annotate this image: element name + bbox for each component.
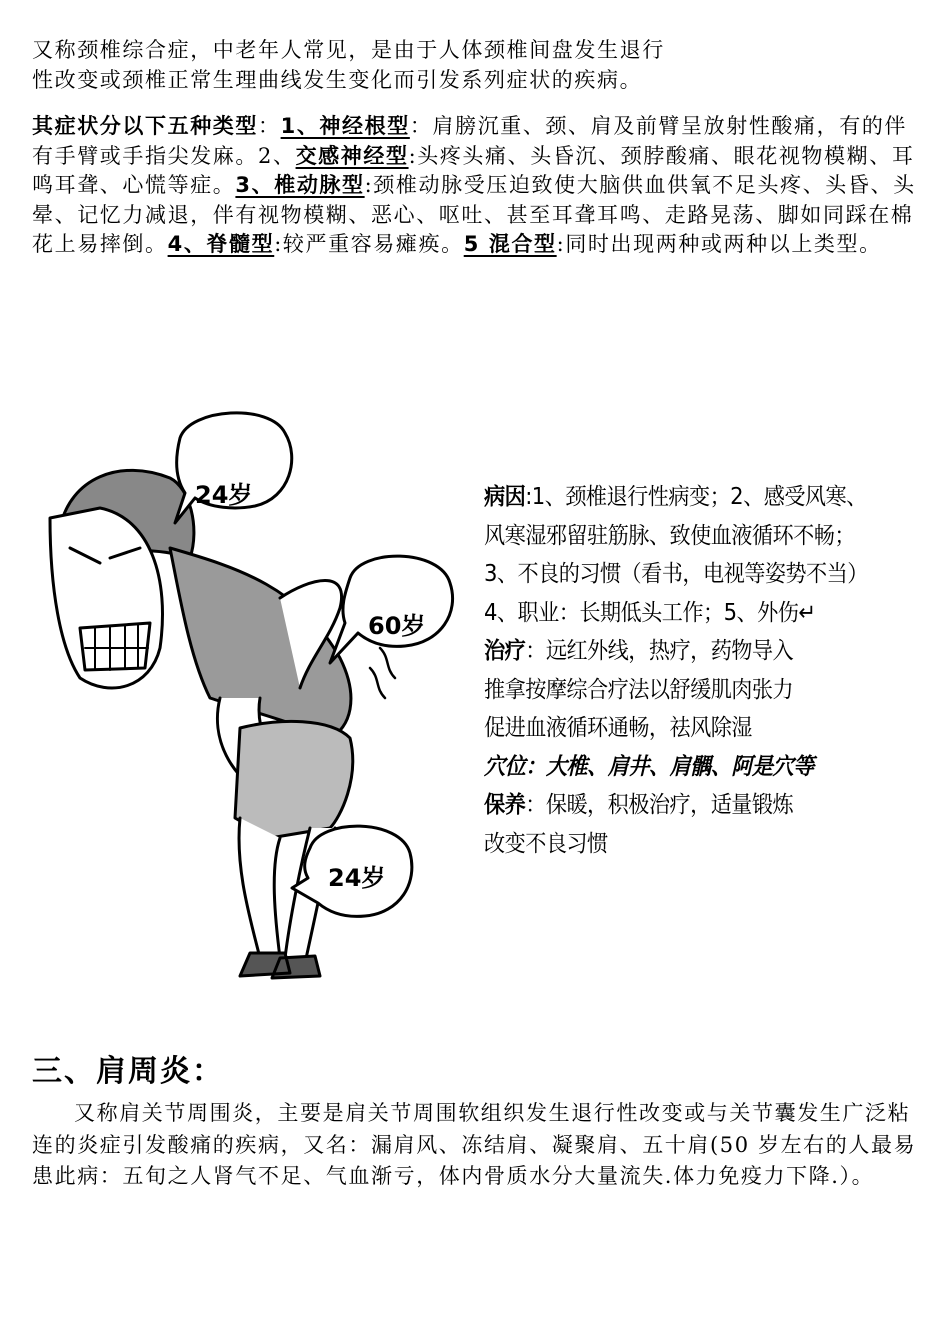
acupoints-line: 穴位：大椎、肩井、肩髃、阿是穴等 [484,753,814,780]
speech-bubble-mid [330,556,453,663]
teeth-mouth [80,623,150,670]
type1-label: 1、神经根型 [280,114,410,138]
causes-line-3: 3、不良的习惯（看书，电视等姿势不当） [484,561,868,587]
type1-text: ：肩膀沉重、颈、肩及前臂呈放射性酸痛，有的伴有手臂或手指尖发麻。2、 [32,114,908,168]
bubble-bottom-text: 24岁 [328,864,386,892]
intro-paragraph [32,36,922,95]
care-label: 保养 [484,792,526,818]
symptoms-paragraph [32,112,922,260]
symptoms-lead: 其症状分以下五种类型 [32,114,258,138]
care-line-2: 改变不良习惯 [484,830,608,857]
type3-text: :颈椎动脉受压迫致使大脑供血供氧不足头疼、头昏、头晕、记忆力减退，伴有视物模糊、恶心、呕吐、甚至耳聋耳鸣、走路晃荡、脚如同踩在棉花上易摔倒。 [32,173,916,256]
care-line-1: 保养：保暖，积极治疗，适量锻炼 [484,792,794,818]
type2-label: 交感神经型 [295,143,409,168]
symptoms-colon: ： [258,114,281,138]
shoulder-paragraph: 又称肩关节周围炎，主要是肩关节周围软组织发生退行性改变或与关节囊发生广泛粘连的炎症引发酸痛的疾病，又名：漏肩风、冻结肩、凝聚肩、五十肩(50 岁左右的人最易患此病：五旬之人肾气不足、气血渐亏，体内骨质水分大量流失.体力免疫力下降.）。 [32,1101,917,1188]
bubble-top-text: 24岁 [195,481,253,509]
type5-text: :同时出现两种或两种以上类型。 [556,232,882,256]
left-leg [239,818,280,958]
type5-label: 5 混合型 [463,232,557,256]
treatment-line-3: 促进血液循环通畅，祛风除湿 [484,715,752,741]
pain-lines [370,648,395,698]
treatment-label: 治疗 [484,638,526,664]
type4-label: 4、脊髓型 [167,232,275,256]
back-pain-illustration [40,398,470,988]
shoes [240,953,320,978]
shorts-shape [235,721,353,838]
treatment-line-2: 推拿按摩综合疗法以舒缓肌肉张力 [484,676,794,703]
causes-line-1: 病因:1、颈椎退行性病变；2、感受风寒、 [484,484,867,510]
causes-label: 病因 [484,484,526,510]
type2-text: :头疼头痛、头昏沉、颈脖酸痛、眼花视物模糊、耳鸣耳聋、心慌等症。 [32,143,915,197]
intro-line-1: 又称颈椎综合症，中老年人常见，是由于人体颈椎间盘发生退行 [32,38,665,62]
section-title: 三、肩周炎： [32,1054,224,1089]
type3-label: 3、椎动脉型 [235,173,365,197]
causes-line-4: 4、职业：长期低头工作；5、外伤↵ [484,599,816,626]
treatment-line-1: 治疗：远红外线，热疗，药物导入 [484,638,794,664]
intro-line-2: 性改变或颈椎正常生理曲线发生变化而引发系列症状的疾病。 [32,67,643,92]
side-info-block [484,478,889,863]
bubble-mid-text: 60岁 [368,612,426,640]
causes-line-2: 风寒湿邪留驻筋脉、致使血液循环不畅； [484,522,855,549]
type4-text: :较严重容易瘫痪。 [274,232,464,256]
